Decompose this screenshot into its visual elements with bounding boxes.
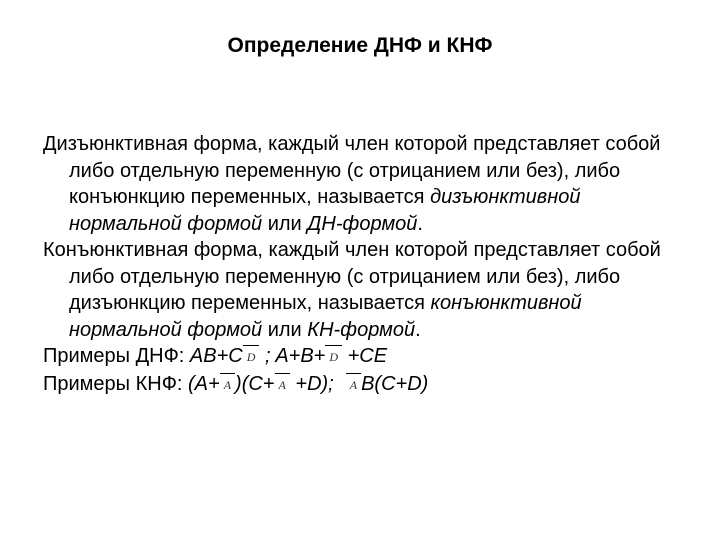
negated-variable-image: A <box>346 372 361 399</box>
dnf-example-part-a: AB+C <box>189 345 243 367</box>
knf-example-part-b: )(C+ <box>235 372 275 395</box>
knf-text-3: . <box>415 318 421 341</box>
slide-title: Определение ДНФ и КНФ <box>227 34 493 57</box>
knf-text-2: или <box>262 318 308 341</box>
knf-example-part-d: B(C+D) <box>361 372 429 395</box>
dnf-example-part-c: +CE <box>342 345 388 367</box>
knf-definition <box>43 237 693 343</box>
dnf-text-1: Дизъюнктивная форма, каждый член которой представляет собой либо отдельную переменную (с отрицанием или без), либо конъюнкцию переменных, называется <box>43 133 661 208</box>
negated-variable-image: D <box>243 344 260 371</box>
dnf-term: дизъюнктивной нормальной формой <box>69 186 581 235</box>
knf-example-part-a: (A+ <box>188 372 220 395</box>
knf-abbr: КН-формой <box>307 318 416 341</box>
dnf-examples <box>43 343 693 371</box>
negated-variable-image: A <box>275 372 290 399</box>
negated-variable-image: D <box>325 344 342 371</box>
knf-examples-label: Примеры КНФ: <box>43 372 189 395</box>
dnf-text-2: или <box>262 212 308 235</box>
dnf-abbr: ДН-формой <box>307 212 418 235</box>
dnf-definition <box>43 131 693 237</box>
slide-content <box>43 131 693 398</box>
dnf-example-part-b: ; A+B+ <box>259 345 326 367</box>
negated-variable-image: A <box>220 372 235 399</box>
knf-example-part-c: +D); <box>289 372 334 395</box>
dnf-text-3: . <box>417 212 423 235</box>
dnf-examples-label: Примеры ДНФ: <box>43 345 190 367</box>
knf-text-1: Конъюнктивная форма, каждый член которой представляет собой либо отдельную переменную (с отрицанием или без), либо дизъюнкцию переменных, называется <box>43 239 661 314</box>
knf-examples <box>43 371 693 399</box>
knf-term: конъюнктивной нормальной формой <box>69 292 582 341</box>
